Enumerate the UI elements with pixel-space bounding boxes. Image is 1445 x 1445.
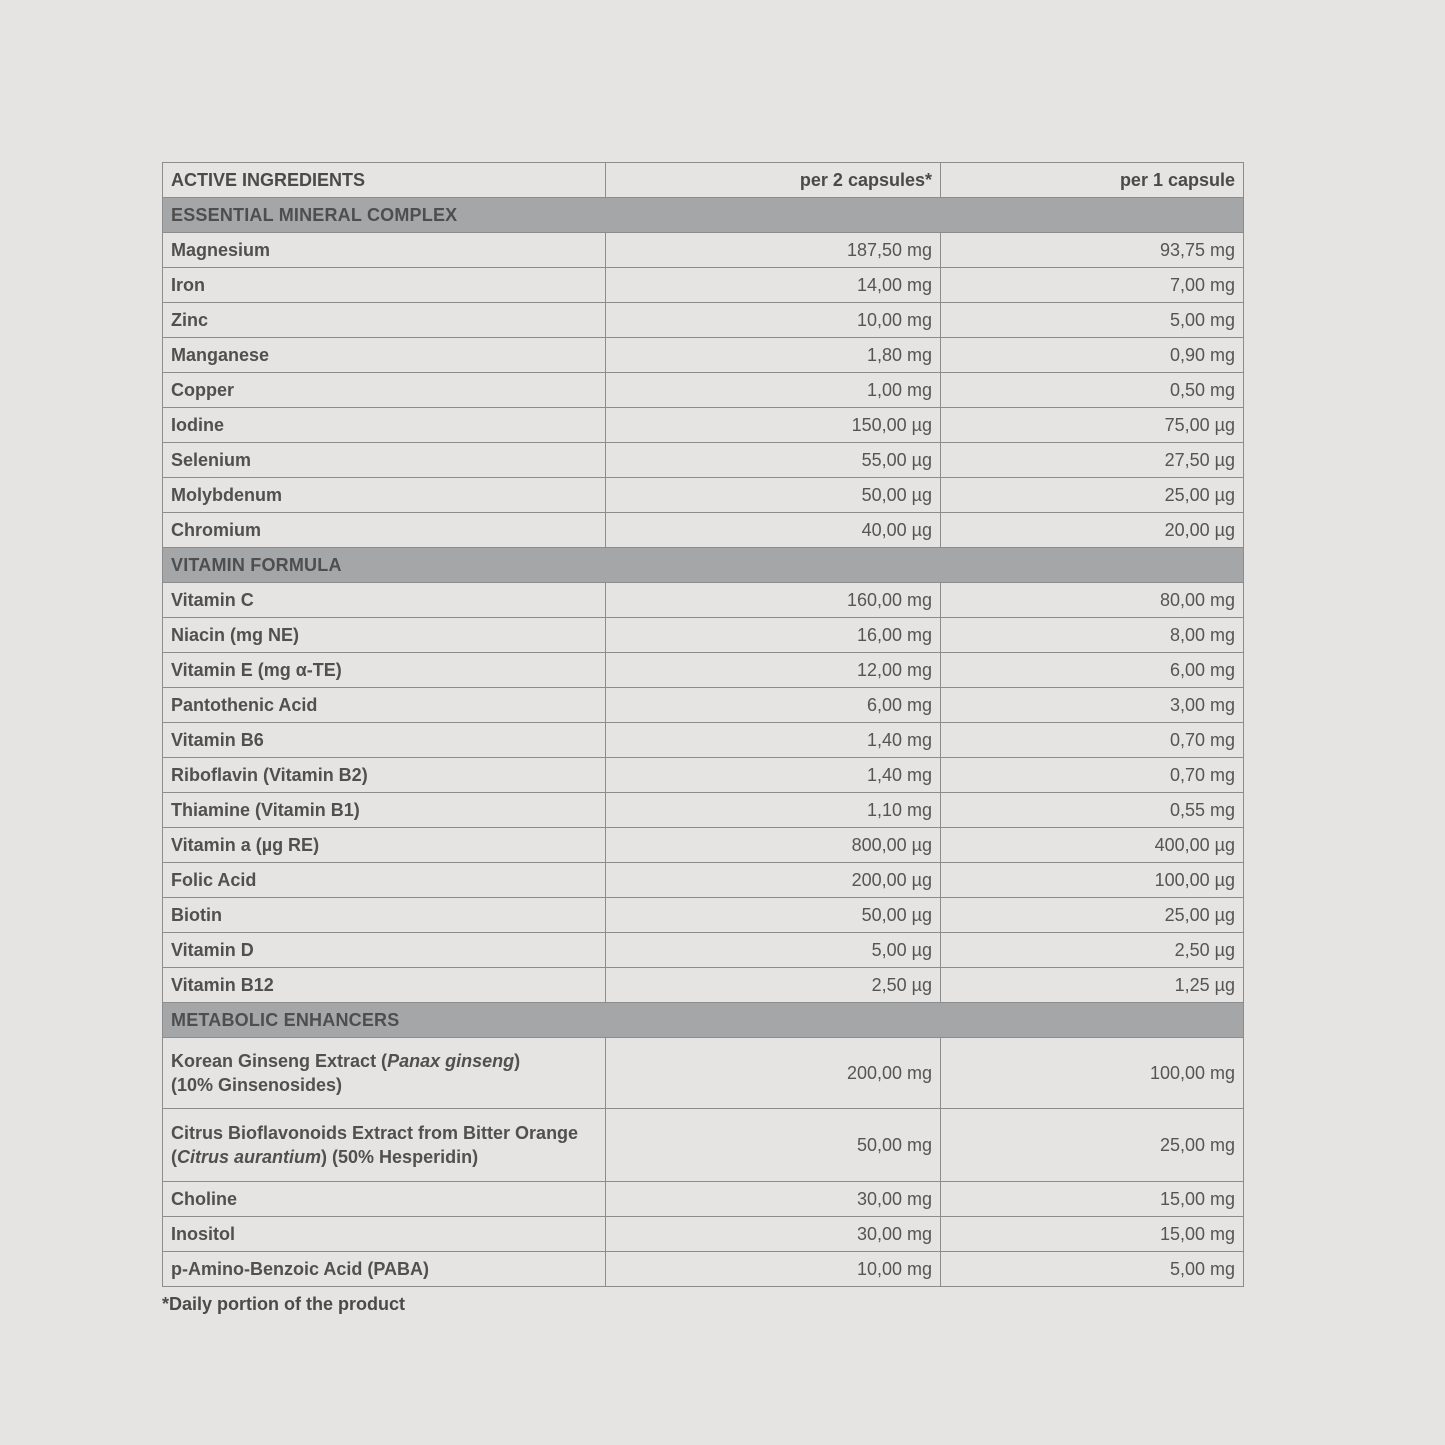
ingredient-name (163, 1109, 606, 1182)
amount-per-1: 0,50 mg (941, 373, 1244, 408)
amount-per-2: 1,10 mg (606, 793, 941, 828)
ingredients-table (162, 162, 1244, 1287)
table-row (163, 513, 1244, 548)
section-header-row (163, 548, 1244, 583)
name-line1-text: Korean Ginseng Extract ( (171, 1051, 388, 1071)
table-row (163, 373, 1244, 408)
table-header-row (163, 163, 1244, 198)
amount-per-1: 0,55 mg (941, 793, 1244, 828)
amount-per-2: 150,00 µg (606, 408, 941, 443)
amount-per-2: 12,00 mg (606, 653, 941, 688)
table-row (163, 968, 1244, 1003)
amount-per-2: 800,00 µg (606, 828, 941, 863)
amount-per-1: 3,00 mg (941, 688, 1244, 723)
ingredient-name: Thiamine (Vitamin B1) (163, 793, 606, 828)
ingredient-name: Vitamin B12 (163, 968, 606, 1003)
ingredient-name: Folic Acid (163, 863, 606, 898)
amount-per-1: 0,90 mg (941, 338, 1244, 373)
table-row (163, 863, 1244, 898)
ingredient-name: Vitamin B6 (163, 723, 606, 758)
amount-per-2: 187,50 mg (606, 233, 941, 268)
amount-per-1: 0,70 mg (941, 723, 1244, 758)
ingredient-name: Zinc (163, 303, 606, 338)
ingredient-name: Iodine (163, 408, 606, 443)
name-line2-text: ( (171, 1147, 177, 1167)
footnote: *Daily portion of the product (162, 1294, 405, 1314)
section-title: METABOLIC ENHANCERS (163, 1003, 1244, 1038)
amount-per-2: 200,00 µg (606, 863, 941, 898)
amount-per-1: 27,50 µg (941, 443, 1244, 478)
amount-per-1: 75,00 µg (941, 408, 1244, 443)
name-line1-text: Citrus Bioflavonoids Extract from Bitter Orange (171, 1123, 579, 1143)
amount-per-2: 1,40 mg (606, 758, 941, 793)
amount-per-2: 1,80 mg (606, 338, 941, 373)
table-row (163, 828, 1244, 863)
amount-per-1: 25,00 µg (941, 898, 1244, 933)
amount-per-2: 55,00 µg (606, 443, 941, 478)
amount-per-1: 93,75 mg (941, 233, 1244, 268)
amount-per-2: 5,00 µg (606, 933, 941, 968)
amount-per-2: 30,00 mg (606, 1182, 941, 1217)
amount-per-1: 400,00 µg (941, 828, 1244, 863)
ingredient-name: Chromium (163, 513, 606, 548)
header-per-1-capsule: per 1 capsule (941, 163, 1244, 198)
table-row (163, 338, 1244, 373)
ingredient-name: Molybdenum (163, 478, 606, 513)
table-row (163, 898, 1244, 933)
table-row (163, 1109, 1244, 1182)
section-title: ESSENTIAL MINERAL COMPLEX (163, 198, 1244, 233)
table-row (163, 408, 1244, 443)
amount-per-1: 8,00 mg (941, 618, 1244, 653)
table-row (163, 1038, 1244, 1109)
table-row (163, 478, 1244, 513)
ingredient-name: Niacin (mg NE) (163, 618, 606, 653)
ingredient-name: Riboflavin (Vitamin B2) (163, 758, 606, 793)
ingredient-name: Choline (163, 1182, 606, 1217)
section-header-row (163, 1003, 1244, 1038)
table-row (163, 793, 1244, 828)
amount-per-1: 100,00 mg (941, 1038, 1244, 1109)
amount-per-1: 5,00 mg (941, 303, 1244, 338)
ingredient-name: Copper (163, 373, 606, 408)
amount-per-1: 100,00 µg (941, 863, 1244, 898)
ingredient-name: Pantothenic Acid (163, 688, 606, 723)
table-row (163, 758, 1244, 793)
table-row (163, 443, 1244, 478)
amount-per-1: 1,25 µg (941, 968, 1244, 1003)
table-row (163, 583, 1244, 618)
ingredient-name (163, 1038, 606, 1109)
name-line2-text: (10% Ginsenosides) (171, 1075, 343, 1095)
ingredient-name: Vitamin D (163, 933, 606, 968)
table-row (163, 933, 1244, 968)
table-row (163, 1252, 1244, 1287)
amount-per-1: 80,00 mg (941, 583, 1244, 618)
name-line2-italic: Citrus aurantium (177, 1147, 322, 1167)
amount-per-1: 6,00 mg (941, 653, 1244, 688)
ingredient-name: Selenium (163, 443, 606, 478)
header-per-2-capsules: per 2 capsules* (606, 163, 941, 198)
table-row (163, 1217, 1244, 1252)
table-row (163, 1182, 1244, 1217)
amount-per-2: 40,00 µg (606, 513, 941, 548)
amount-per-1: 5,00 mg (941, 1252, 1244, 1287)
amount-per-2: 6,00 mg (606, 688, 941, 723)
table-row (163, 303, 1244, 338)
name-line1-italic: Panax ginseng (387, 1051, 515, 1071)
amount-per-2: 30,00 mg (606, 1217, 941, 1252)
amount-per-2: 1,40 mg (606, 723, 941, 758)
amount-per-2: 14,00 mg (606, 268, 941, 303)
amount-per-2: 160,00 mg (606, 583, 941, 618)
ingredient-name: Vitamin a (µg RE) (163, 828, 606, 863)
section-header-row (163, 198, 1244, 233)
ingredient-name: Inositol (163, 1217, 606, 1252)
amount-per-1: 25,00 µg (941, 478, 1244, 513)
amount-per-2: 1,00 mg (606, 373, 941, 408)
amount-per-1: 15,00 mg (941, 1182, 1244, 1217)
table-row (163, 688, 1244, 723)
table-row (163, 233, 1244, 268)
amount-per-1: 2,50 µg (941, 933, 1244, 968)
ingredients-table-container (162, 162, 1243, 1287)
name-line1-text-end: ) (514, 1051, 521, 1071)
amount-per-2: 2,50 µg (606, 968, 941, 1003)
ingredient-name: Vitamin E (mg α-TE) (163, 653, 606, 688)
amount-per-2: 50,00 mg (606, 1109, 941, 1182)
amount-per-1: 0,70 mg (941, 758, 1244, 793)
header-active-ingredients: ACTIVE INGREDIENTS (163, 163, 606, 198)
ingredient-name: Biotin (163, 898, 606, 933)
ingredient-name: Manganese (163, 338, 606, 373)
ingredient-name: Iron (163, 268, 606, 303)
amount-per-1: 7,00 mg (941, 268, 1244, 303)
amount-per-1: 20,00 µg (941, 513, 1244, 548)
table-row (163, 618, 1244, 653)
amount-per-2: 50,00 µg (606, 898, 941, 933)
ingredient-name: Vitamin C (163, 583, 606, 618)
amount-per-2: 16,00 mg (606, 618, 941, 653)
amount-per-2: 200,00 mg (606, 1038, 941, 1109)
table-row (163, 653, 1244, 688)
section-title: VITAMIN FORMULA (163, 548, 1244, 583)
table-row (163, 268, 1244, 303)
amount-per-1: 15,00 mg (941, 1217, 1244, 1252)
name-line2-text-end: ) (50% Hesperidin) (321, 1147, 479, 1167)
amount-per-2: 10,00 mg (606, 303, 941, 338)
amount-per-1: 25,00 mg (941, 1109, 1244, 1182)
ingredient-name: Magnesium (163, 233, 606, 268)
amount-per-2: 50,00 µg (606, 478, 941, 513)
amount-per-2: 10,00 mg (606, 1252, 941, 1287)
table-row (163, 723, 1244, 758)
ingredient-name: p-Amino-Benzoic Acid (PABA) (163, 1252, 606, 1287)
